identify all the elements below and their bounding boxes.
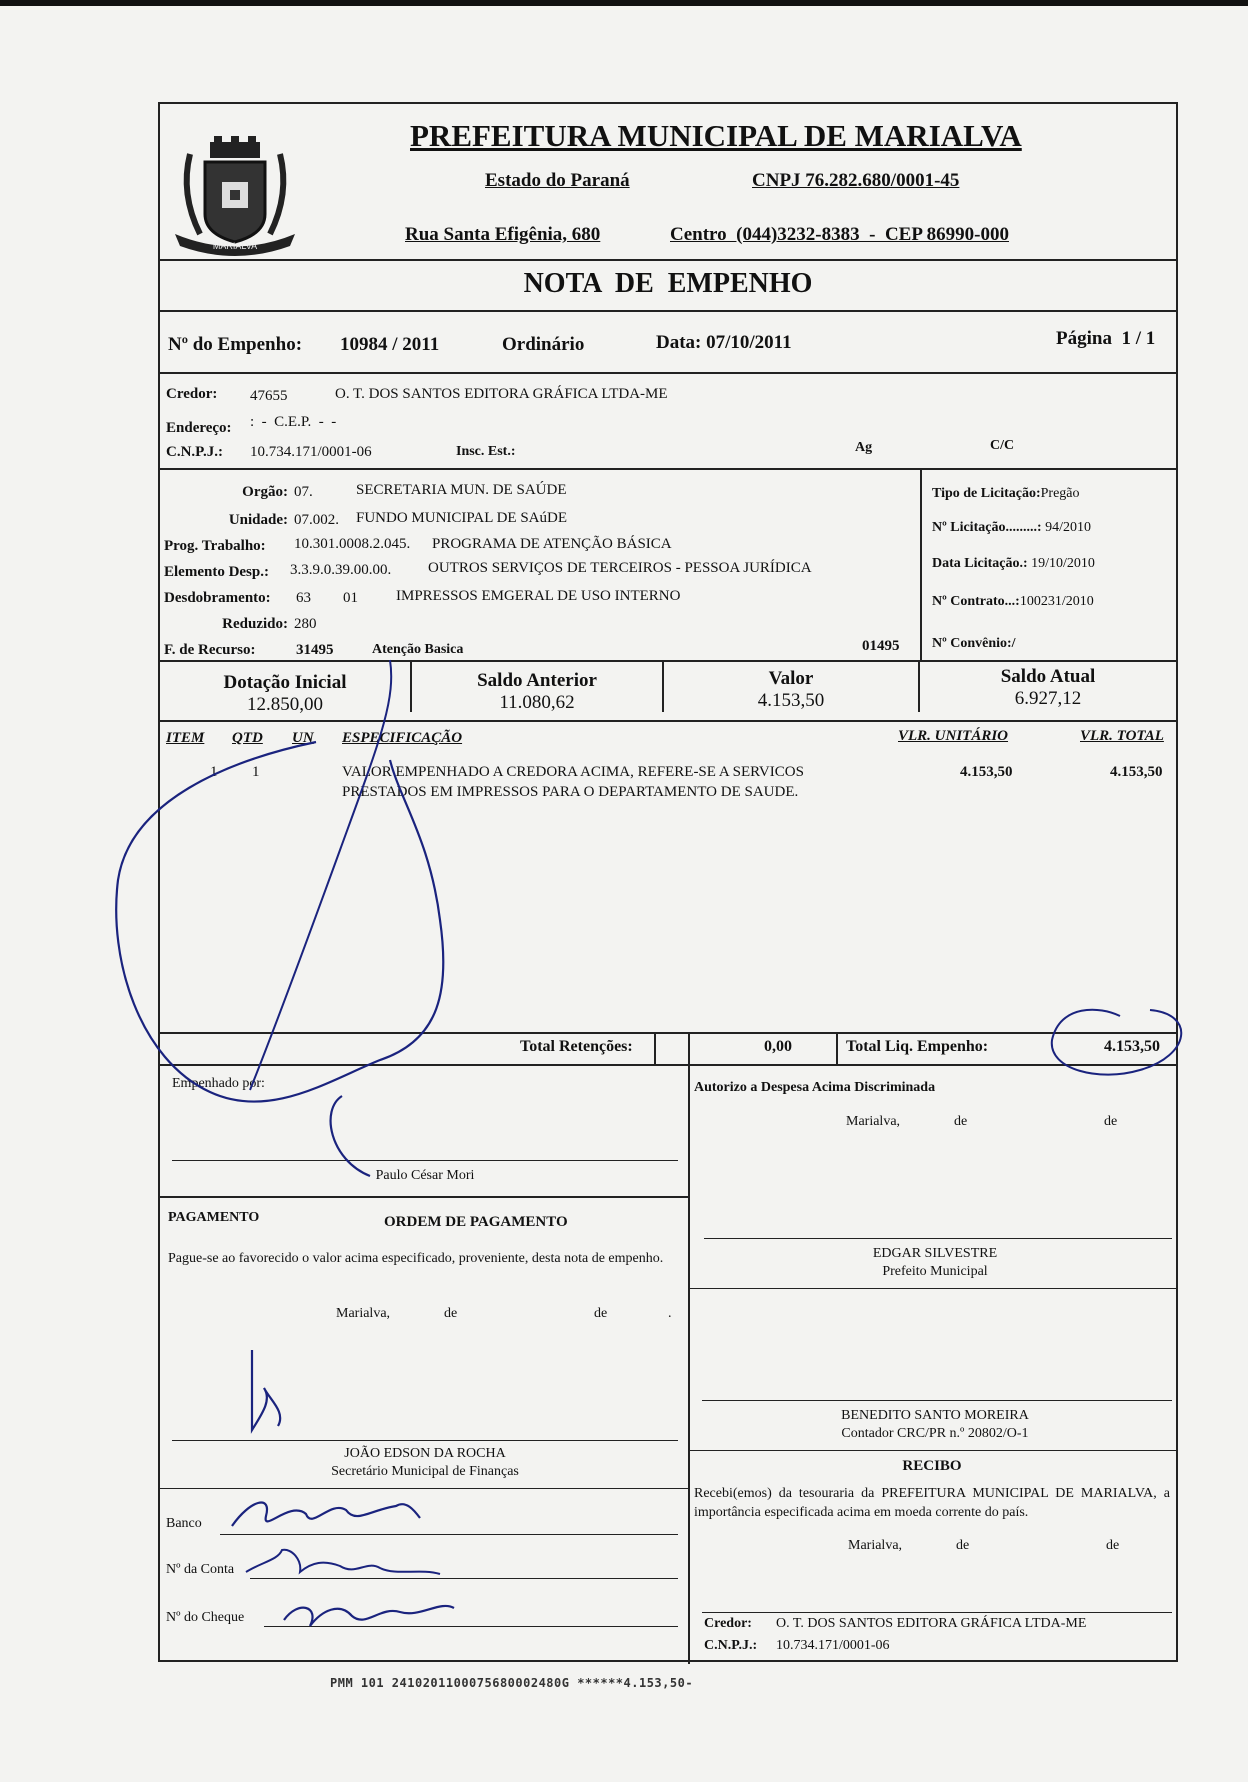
data-licitacao — [932, 556, 1095, 572]
header-cnpj: CNPJ 76.282.680/0001-45 — [752, 170, 960, 191]
fonte-recurso-label: F. de Recurso: — [164, 642, 256, 658]
total-retencoes-value: 0,00 — [764, 1038, 792, 1055]
pagamento-de-1: de — [444, 1306, 458, 1321]
cheque-label: Nº do Cheque — [166, 1610, 245, 1625]
table-row — [160, 764, 1176, 814]
total-retencoes-label: Total Retenções: — [520, 1038, 633, 1055]
recibo-credor-label: Credor: — [704, 1616, 752, 1631]
pagamento-place: Marialva, — [336, 1306, 391, 1321]
elemento-desp-code: 3.3.9.0.39.00.00. — [290, 562, 392, 578]
num-convenio-label: Nº Convênio:/ — [932, 636, 1016, 651]
reduzido-label: Reduzido: — [222, 616, 288, 632]
ordem-pagamento-label: ORDEM DE PAGAMENTO — [384, 1214, 568, 1230]
street-address: Rua Santa Efigênia, 680 — [405, 224, 601, 245]
banco-label: Banco — [166, 1516, 202, 1531]
page-number: Página 1 / 1 — [1056, 328, 1156, 349]
insc-est-label: Insc. Est.: — [456, 444, 516, 459]
dotacao-cell — [160, 660, 412, 715]
valor-value: 4.153,50 — [757, 690, 825, 711]
orgao-code: 07. — [294, 484, 313, 500]
item-qty: 1 — [252, 764, 260, 780]
col-qtd: QTD — [232, 730, 263, 746]
fonte-recurso-name: Atenção Basica — [372, 642, 464, 657]
credor-cnpj: 10.734.171/0001-06 — [250, 444, 372, 460]
saldo-atual-label: Saldo Atual — [1000, 666, 1096, 687]
num-contrato — [932, 594, 1094, 610]
reduzido-value: 280 — [294, 616, 317, 632]
saldo-anterior-label: Saldo Anterior — [477, 670, 597, 691]
col-item: ITEM — [166, 730, 205, 746]
autorizo-place: Marialva, — [846, 1114, 901, 1129]
empenho-number: 10984 / 2011 — [340, 334, 440, 355]
empenhado-por-name: Paulo César Mori — [375, 1168, 475, 1183]
item-number: 1 — [210, 764, 218, 780]
credor-label: Credor: — [166, 386, 218, 402]
recibo-cnpj: 10.734.171/0001-06 — [776, 1638, 890, 1653]
pagamento-dot: . — [668, 1306, 672, 1321]
item-unit-value: 4.153,50 — [960, 764, 1013, 780]
contador-role: Contador CRC/PR n.º 20802/O-1 — [841, 1426, 1029, 1441]
desdobramento-label: Desdobramento: — [164, 590, 271, 606]
item-description-line2: PRESTADOS EM IMPRESSOS PARA O DEPARTAMENTO DE SAUDE. — [342, 784, 799, 800]
secretario-role: Secretário Municipal de Finanças — [331, 1464, 519, 1479]
prog-trabalho-name: PROGRAMA DE ATENÇÃO BÁSICA — [432, 536, 672, 552]
footer-control-code: PMM 101 2410201100075680002480G ******4.153,50- — [330, 1676, 694, 1690]
pagamento-de-2: de — [594, 1306, 608, 1321]
num-licitacao — [932, 520, 1091, 536]
agencia-label: Ag — [855, 440, 873, 455]
empenho-type: Ordinário — [502, 334, 585, 355]
recibo-de-1: de — [956, 1538, 970, 1553]
prefeitura-title: PREFEITURA MUNICIPAL DE MARIALVA — [410, 118, 1022, 153]
orgao-label: Orgão: — [242, 484, 288, 500]
dotacao-value: 12.850,00 — [247, 694, 323, 715]
fonte-recurso-code: 31495 — [296, 642, 334, 658]
saldo-anterior-cell — [412, 660, 664, 712]
cnpj-label: C.N.P.J.: — [166, 444, 223, 460]
col-un: UN — [292, 730, 314, 746]
nota-de-empenho-form — [158, 102, 1178, 1662]
recibo-title: RECIBO — [902, 1458, 962, 1474]
contador-name: BENEDITO SANTO MOREIRA — [841, 1408, 1029, 1423]
saldo-anterior-value: 11.080,62 — [499, 692, 575, 713]
num-contrato-value: 100231/2010 — [1019, 594, 1094, 609]
empenhado-por-label: Empenhado por: — [172, 1076, 265, 1091]
desdobramento-code-2: 01 — [343, 590, 358, 606]
item-description-line1: VALOR EMPENHADO A CREDORA ACIMA, REFERE-SE A SERVICOS — [342, 764, 804, 780]
autorizo-de-1: de — [954, 1114, 968, 1129]
saldo-atual-value: 6.927,12 — [1014, 688, 1082, 709]
autorizo-label: Autorizo a Despesa Acima Discriminada — [694, 1080, 936, 1095]
tipo-licitacao-label — [932, 486, 1080, 502]
col-vlr-total: VLR. TOTAL — [1080, 728, 1164, 744]
saldo-atual-cell — [920, 660, 1176, 712]
fonte-recurso-right-code: 01495 — [862, 638, 900, 654]
total-liquido-value: 4.153,50 — [1104, 1038, 1160, 1055]
pagamento-text: Pague-se ao favorecido o valor acima especificado, proveniente, desta nota de empenho. — [168, 1251, 664, 1266]
credor-code: 47655 — [250, 388, 288, 404]
dotacao-label: Dotação Inicial — [223, 672, 347, 693]
empenho-date: Data: 07/10/2011 — [656, 332, 792, 353]
empenho-number-label: Nº do Empenho: — [168, 334, 303, 355]
prog-trabalho-label: Prog. Trabalho: — [164, 538, 266, 554]
secretario-name: JOÃO EDSON DA ROCHA — [344, 1446, 506, 1461]
item-total-value: 4.153,50 — [1110, 764, 1163, 780]
endereco-value: : - C.E.P. - - — [250, 414, 337, 430]
recibo-place: Marialva, — [848, 1538, 903, 1553]
recibo-cnpj-label: C.N.P.J.: — [704, 1638, 758, 1653]
prefeito-name: EDGAR SILVESTRE — [872, 1246, 998, 1261]
unidade-name: FUNDO MUNICIPAL DE SAúDE — [356, 510, 567, 526]
credor-name: O. T. DOS SANTOS EDITORA GRÁFICA LTDA-ME — [335, 386, 668, 402]
autorizo-de-2: de — [1104, 1114, 1118, 1129]
valor-cell — [664, 660, 920, 712]
data-licitacao-label: Data Licitação.: — [932, 556, 1028, 571]
svg-text:MARIALVA: MARIALVA — [212, 241, 258, 251]
num-licitacao-label: Nº Licitação.........: — [932, 520, 1042, 535]
scan-top-edge — [0, 0, 1248, 6]
tipo-licitacao-label-text: Tipo de Licitação: — [932, 486, 1041, 501]
col-vlr-unitario: VLR. UNITÁRIO — [898, 728, 1009, 744]
total-liquido-label: Total Liq. Empenho: — [846, 1038, 989, 1055]
elemento-desp-label: Elemento Desp.: — [164, 564, 269, 580]
data-licitacao-value: 19/10/2010 — [1031, 556, 1095, 571]
desdobramento-name: IMPRESSOS EMGERAL DE USO INTERNO — [396, 588, 681, 604]
recibo-de-2: de — [1106, 1538, 1120, 1553]
num-licitacao-value: 94/2010 — [1045, 520, 1091, 535]
pagamento-label: PAGAMENTO — [168, 1210, 260, 1225]
state-name: Estado do Paraná — [485, 170, 630, 191]
prog-trabalho-code: 10.301.0008.2.045. — [294, 536, 411, 552]
num-contrato-label: Nº Contrato...: — [932, 594, 1020, 609]
municipal-coat-of-arms-icon — [160, 134, 310, 264]
valor-label: Valor — [768, 668, 814, 689]
conta-label: Nº da Conta — [166, 1562, 235, 1577]
elemento-desp-name: OUTROS SERVIÇOS DE TERCEIROS - PESSOA JURÍDICA — [428, 560, 812, 576]
col-especificacao: ESPECIFICAÇÃO — [342, 730, 463, 746]
recibo-credor-name: O. T. DOS SANTOS EDITORA GRÁFICA LTDA-ME — [776, 1616, 1087, 1631]
tipo-licitacao-value: Pregão — [1040, 486, 1080, 501]
conta-corrente-label: C/C — [990, 438, 1015, 453]
endereco-label: Endereço: — [166, 420, 232, 436]
address-contact: Centro (044)3232-8383 - CEP 86990-000 — [670, 224, 1009, 245]
desdobramento-code-1: 63 — [296, 590, 311, 606]
recibo-text: Recebi(emos) da tesouraria da PREFEITURA MUNICIPAL DE MARIALVA, a importância especificada acima em moeda corrente do país. — [694, 1486, 1170, 1520]
unidade-label: Unidade: — [228, 512, 288, 528]
orgao-name: SECRETARIA MUN. DE SAÚDE — [356, 482, 567, 498]
prefeito-role: Prefeito Municipal — [882, 1264, 988, 1279]
unidade-code: 07.002. — [294, 512, 339, 528]
document-title: NOTA DE EMPENHO — [523, 268, 813, 299]
